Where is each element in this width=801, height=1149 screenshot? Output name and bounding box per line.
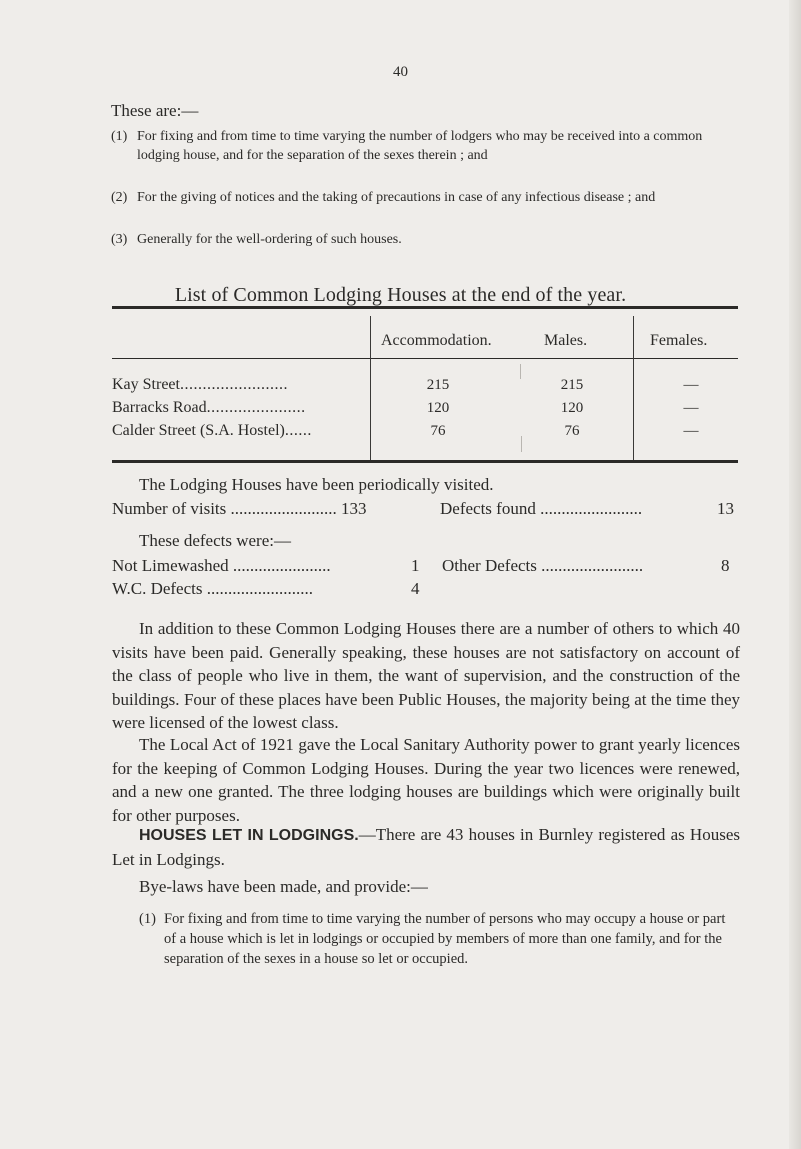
defects-found-value: 13	[717, 499, 734, 518]
defect-value: 4	[411, 579, 420, 598]
table-header-rule	[112, 358, 738, 359]
header-males: Males.	[544, 332, 588, 349]
defect-item: Other Defects ........................	[442, 556, 644, 575]
power-item-3	[111, 230, 721, 249]
cell-accommodation: 120	[426, 400, 450, 416]
power-item-2	[111, 188, 721, 207]
byelaw-number: (1)	[139, 911, 156, 927]
column-divider	[370, 316, 371, 460]
list-title: List of Common Lodging Houses at the end of the year.	[174, 284, 627, 306]
power-number: (2)	[111, 190, 128, 205]
defect-label: Other Defects	[442, 556, 537, 575]
power-text: Generally for the well-ordering of such houses.	[137, 232, 402, 247]
table-bottom-rule	[112, 460, 738, 463]
column-divider-faint	[520, 364, 521, 379]
power-number: (1)	[111, 129, 128, 144]
defects-intro: These defects were:—	[139, 531, 291, 550]
page-edge-shadow	[789, 0, 801, 1149]
power-text: For the giving of notices and the taking of precautions in case of any infectious disease ; and	[137, 190, 656, 205]
byelaw-item-1	[139, 909, 737, 969]
byelaws-intro: Bye-laws have been made, and provide:—	[139, 877, 428, 896]
power-item-1	[111, 127, 721, 165]
table-top-rule	[112, 306, 738, 309]
defects-found-line: Defects found ........................	[440, 499, 643, 518]
byelaw-text: For fixing and from time to time varying the number of persons who may occupy a house or part of a house which is let in lodgings or occupied by members of more than one family, and for the separation of the sexes in a house so let or occupied.	[164, 911, 726, 967]
intro-text: These are:—	[111, 101, 199, 120]
defects-found-label: Defects found	[440, 499, 536, 518]
column-divider-faint	[521, 436, 522, 452]
visits-value: 133	[341, 499, 367, 518]
defect-item: W.C. Defects .........................	[112, 579, 313, 598]
paragraph-other-houses: In addition to these Common Lodging Houses there are a number of others to which 40 visits have been paid. Generally speaking, these houses are not satisfactory on account of the class of people who live in them, the want of supervision, and the construction of the buildings. Four of these places have been Public Houses, the majority being at the time they were licensed of the lowest class.	[112, 619, 740, 732]
table-row-name: Barracks Road......................	[112, 399, 306, 416]
column-divider	[633, 316, 634, 460]
visited-line: The Lodging Houses have been periodically visited.	[139, 475, 494, 494]
cell-males: 215	[560, 377, 584, 393]
table-row-name: Calder Street (S.A. Hostel)......	[112, 422, 312, 439]
cell-males: 76	[564, 423, 580, 439]
power-number: (3)	[111, 232, 128, 247]
page-number: 40	[393, 64, 408, 80]
header-females: Females.	[650, 332, 708, 349]
table-row-name: Kay Street........................	[112, 376, 288, 393]
cell-accommodation: 76	[430, 423, 446, 439]
cell-females: —	[683, 400, 699, 416]
paragraph-houses-let: HOUSES LET IN LODGINGS.—There are 43 houses in Burnley registered as Houses Let in Lodgings.	[112, 825, 740, 869]
defect-label: Not Limewashed	[112, 556, 229, 575]
visits-line: Number of visits ......................... 133	[112, 499, 367, 518]
defect-value: 8	[721, 556, 730, 575]
header-accommodation: Accommodation.	[381, 332, 492, 349]
cell-males: 120	[560, 400, 584, 416]
cell-females: —	[683, 423, 699, 439]
houses-let-heading: HOUSES LET IN LODGINGS.	[139, 827, 359, 844]
visits-label: Number of visits	[112, 499, 227, 518]
power-text: For fixing and from time to time varying the number of lodgers who may be received into a common lodging house, and for the separation of the sexes therein ; and	[137, 129, 703, 163]
defect-label: W.C. Defects	[112, 579, 203, 598]
defect-item: Not Limewashed .......................	[112, 556, 331, 575]
defect-value: 1	[411, 556, 420, 575]
paragraph-local-act: The Local Act of 1921 gave the Local Sanitary Authority power to grant yearly licences for the keeping of Common Lodging Houses. During the year two licences were renewed, and a new one granted. The three lodging houses are buildings which were originally built for other purposes.	[112, 735, 740, 825]
cell-females: —	[683, 377, 699, 393]
cell-accommodation: 215	[426, 377, 450, 393]
